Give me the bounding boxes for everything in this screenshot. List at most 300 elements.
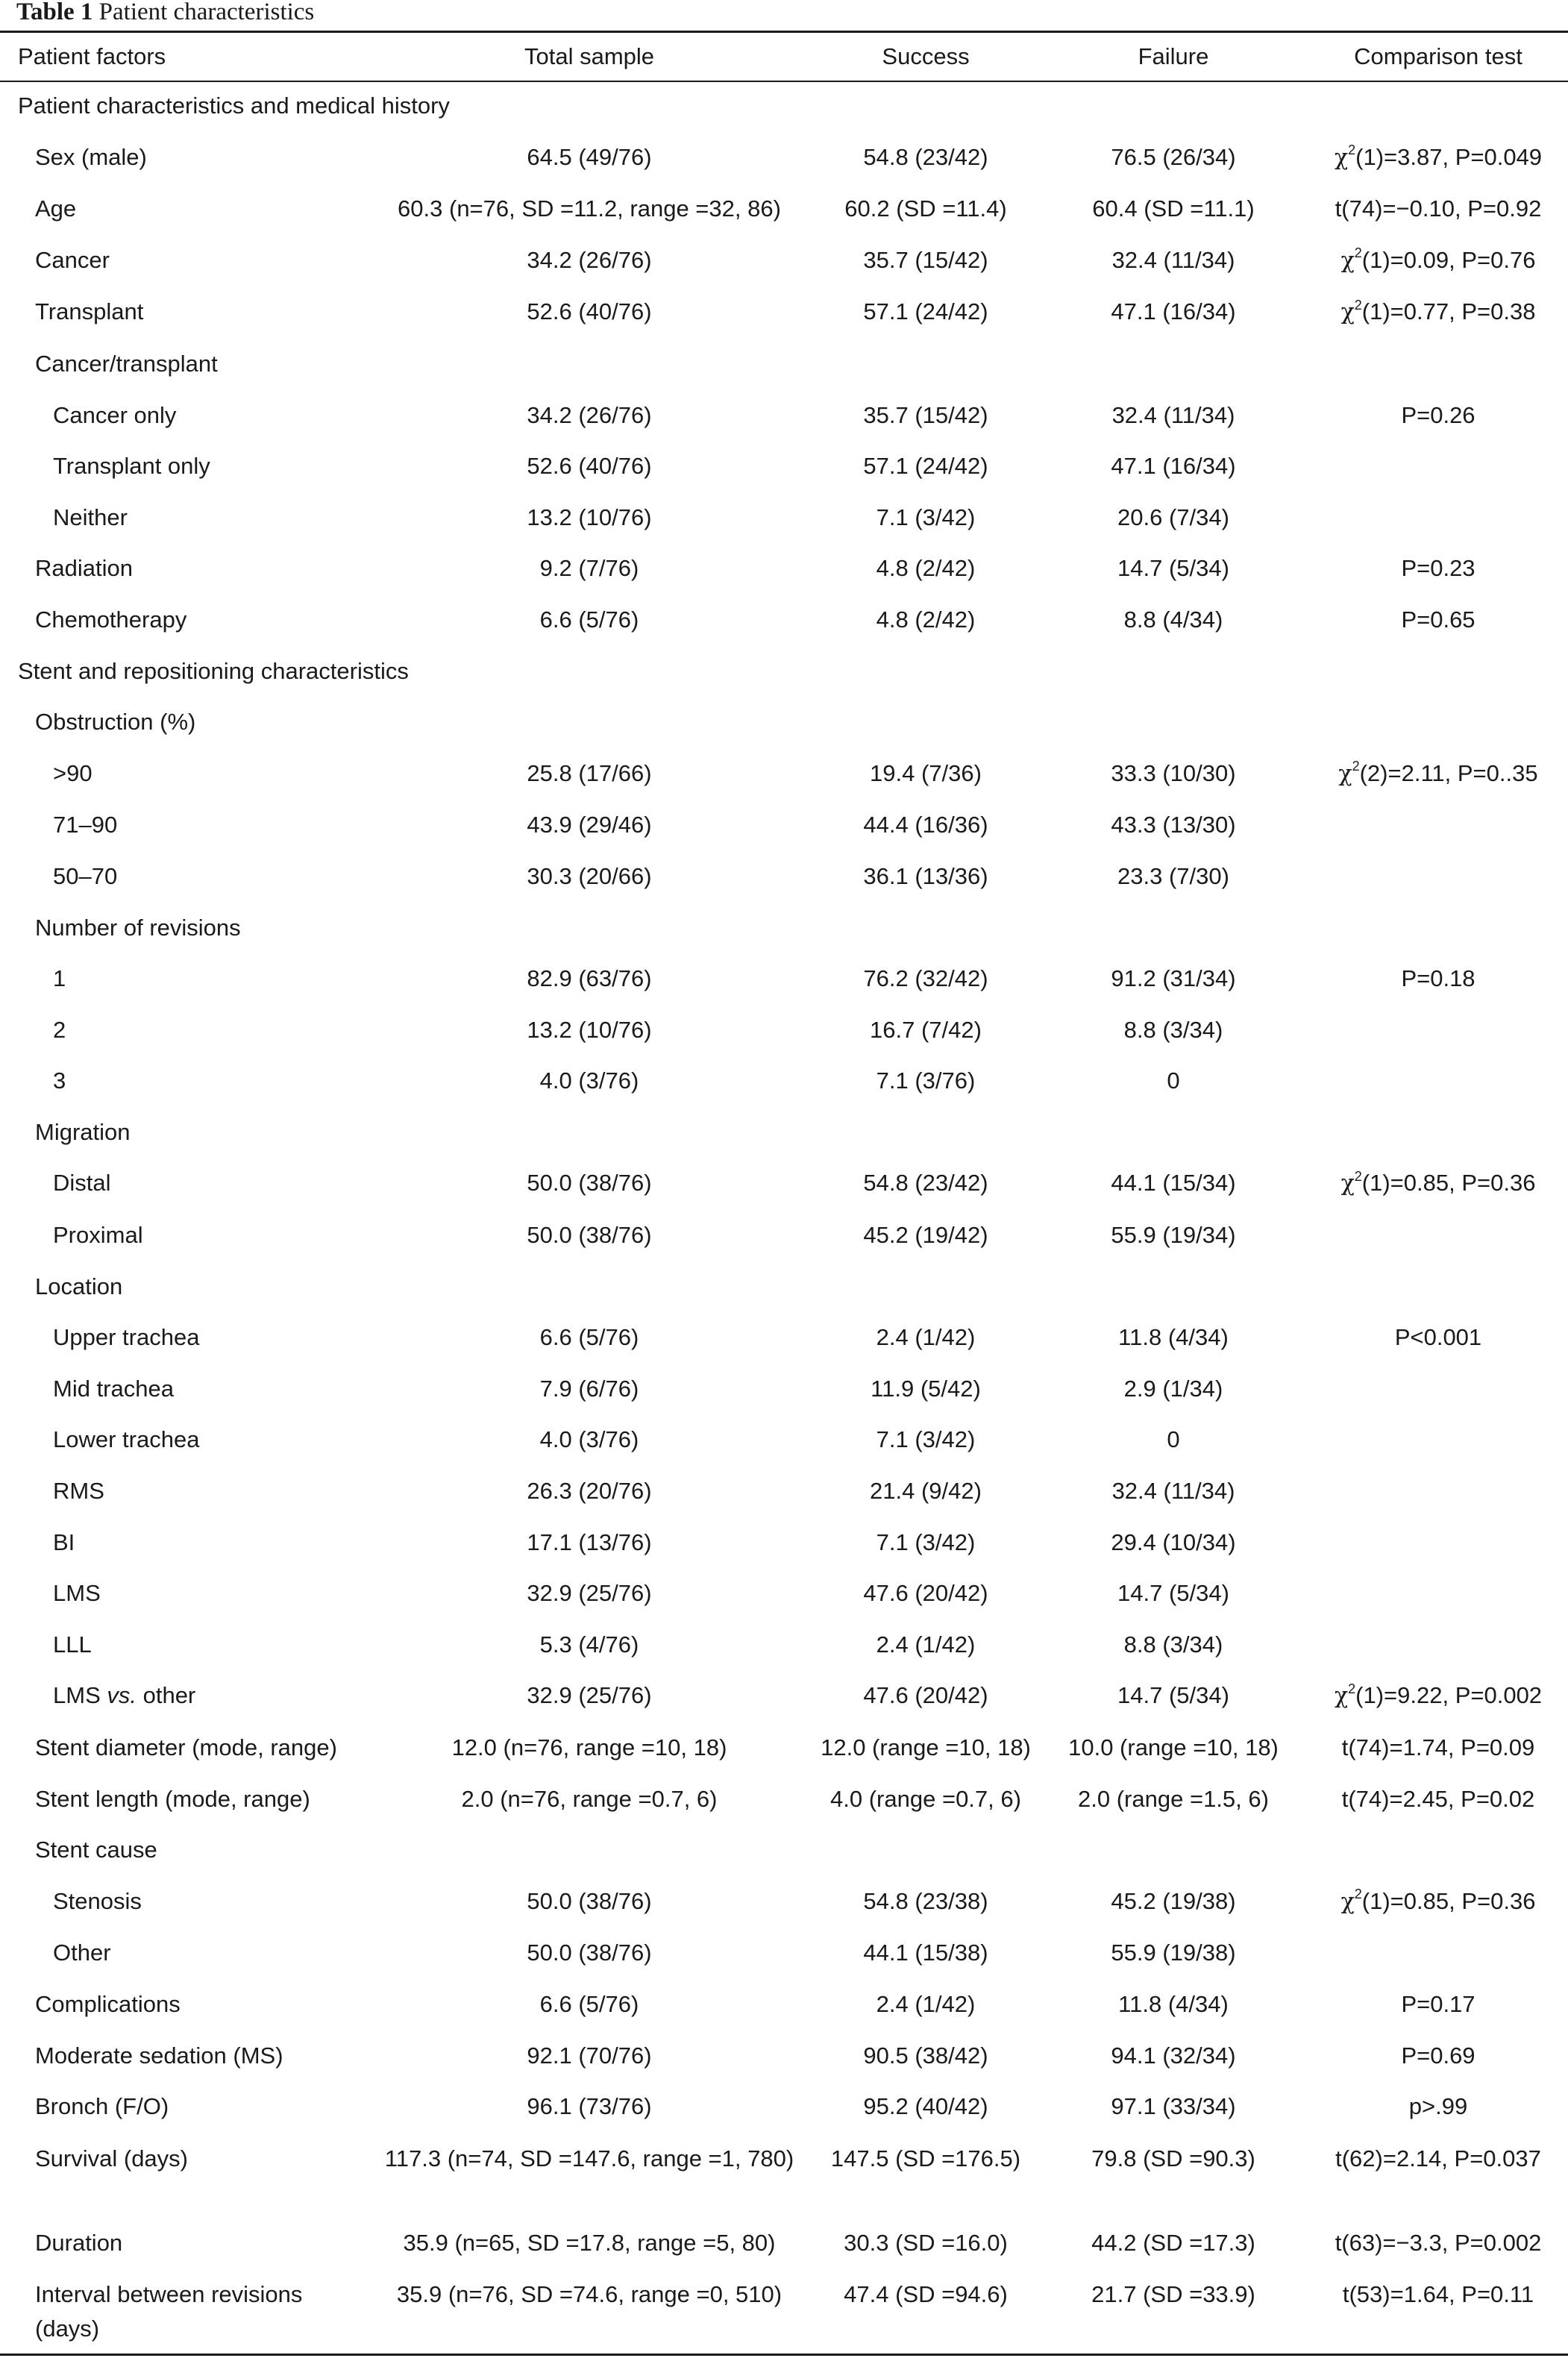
cell-failure: 79.8 (SD =90.3) (1091, 2145, 1255, 2172)
table-row (0, 2268, 1568, 2354)
test-text: (1)=0.09, P=0.76 (1361, 246, 1536, 273)
cell-comparison-test (1308, 1210, 1568, 1261)
factor-label: Complications (35, 1990, 181, 2017)
patient-characteristics-table (0, 33, 1568, 2354)
cell-failure: 29.4 (10/34) (1111, 1528, 1236, 1555)
cell-total-sample (366, 339, 813, 390)
cell-patient-factor (0, 2268, 366, 2354)
factor-label: Bronch (F/O) (35, 2093, 169, 2120)
cell-comparison-test (1308, 184, 1568, 235)
test-text: (1)=0.77, P=0.38 (1361, 298, 1536, 325)
factor-label: Stent cause (35, 1837, 157, 1863)
table-row (0, 1056, 1568, 1107)
test-text: (1)=0.85, P=0.36 (1361, 1170, 1536, 1197)
cell-total-sample: 6.6 (5/76) (539, 606, 639, 633)
cell-failure: 94.1 (32/34) (1111, 2042, 1236, 2069)
cell-failure (1038, 903, 1308, 954)
cell-failure: 32.4 (11/34) (1111, 1478, 1235, 1505)
factor-label: Moderate sedation (MS) (35, 2042, 283, 2069)
cell-failure: 44.1 (15/34) (1111, 1170, 1236, 1197)
test-text: (2)=2.11, P=0..35 (1359, 759, 1538, 786)
table-header (0, 33, 1568, 81)
cell-success: 47.6 (20/42) (863, 1682, 988, 1709)
cell-failure (1038, 697, 1308, 748)
cell-failure: 47.1 (16/34) (1111, 453, 1236, 480)
cell-total-sample (366, 1107, 813, 1158)
factor-label: Radiation (35, 555, 133, 582)
cell-failure: 32.4 (11/34) (1111, 246, 1235, 273)
cell-patient-factor (0, 1158, 366, 1210)
cell-success: 7.1 (3/42) (876, 1528, 976, 1555)
cell-patient-factor (0, 286, 366, 339)
cell-patient-factor (0, 81, 450, 132)
cell-total-sample: 34.2 (26/76) (527, 401, 652, 428)
header-success: Success (882, 43, 970, 69)
cell-patient-factor (0, 2133, 366, 2218)
cell-comparison-test (1308, 235, 1568, 287)
cell-success: 19.4 (7/36) (870, 759, 982, 786)
cell-patient-factor (0, 953, 366, 1005)
header-row (0, 33, 1568, 81)
cell-comparison-test (1308, 1414, 1568, 1466)
cell-failure: 0 (1167, 1067, 1180, 1094)
cell-comparison-test (1308, 492, 1568, 544)
chi-symbol: χ (1340, 299, 1355, 326)
factor-label: Proximal (53, 1222, 143, 1249)
table-row (0, 184, 1568, 235)
cell-comparison-test (1308, 2268, 1568, 2354)
cell-success (813, 903, 1038, 954)
cell-failure: 33.3 (10/30) (1111, 759, 1236, 786)
cell-total-sample (366, 697, 813, 748)
cell-comparison-test (1308, 441, 1568, 492)
cell-patient-factor (0, 748, 366, 800)
cell-patient-factor (0, 1928, 366, 1979)
cell-success: 2.4 (1/42) (876, 1324, 976, 1351)
factor-label: Chemotherapy (35, 606, 187, 633)
test-text: P=0.23 (1401, 555, 1476, 582)
cell-patient-factor (0, 1876, 366, 1928)
factor-label: Stenosis (53, 1887, 142, 1914)
cell-success: 45.2 (19/42) (863, 1222, 988, 1249)
cell-comparison-test (1308, 1364, 1568, 1415)
cell-failure: 8.8 (4/34) (1123, 606, 1223, 633)
test-text: t(74)=−0.10, P=0.92 (1335, 195, 1542, 222)
test-text: P=0.17 (1401, 1990, 1476, 2017)
factor-label: 71–90 (53, 812, 118, 838)
factor-label: LMS (53, 1682, 107, 1709)
factor-label: Duration (35, 2229, 123, 2256)
cell-patient-factor (0, 1414, 366, 1466)
cell-success (813, 339, 1038, 390)
cell-total-sample: 64.5 (49/76) (527, 143, 652, 170)
cell-total-sample: 32.9 (25/76) (527, 1580, 652, 1607)
chi-superscript: 2 (1354, 245, 1362, 261)
header-patient-factors: Patient factors (18, 43, 166, 69)
chi-superscript: 2 (1352, 759, 1360, 774)
factor-label: LLL (53, 1631, 92, 1658)
cell-success: 90.5 (38/42) (863, 2042, 988, 2069)
cell-comparison-test (1308, 1312, 1568, 1364)
cell-comparison-test (1308, 646, 1568, 697)
table-row (0, 1722, 1568, 1774)
table-row (0, 697, 1568, 748)
table-row (0, 1928, 1568, 1979)
cell-comparison-test (1308, 132, 1568, 184)
cell-comparison-test (1308, 1825, 1568, 1876)
cell-total-sample: 35.9 (n=65, SD =17.8, range =5, 80) (403, 2229, 776, 2256)
test-text: P<0.001 (1394, 1324, 1482, 1351)
cell-success (813, 1107, 1038, 1158)
cell-total-sample: 52.6 (40/76) (527, 298, 652, 325)
test-text: t(63)=−3.3, P=0.002 (1335, 2229, 1542, 2256)
table-row (0, 1466, 1568, 1517)
chi-superscript: 2 (1354, 1887, 1362, 1902)
factor-italic: vs. (107, 1682, 137, 1709)
header-failure: Failure (1138, 43, 1209, 69)
test-text: P=0.18 (1401, 965, 1476, 992)
cell-total-sample: 13.2 (10/76) (527, 1016, 652, 1043)
cell-total-sample (366, 646, 813, 697)
table-row (0, 1261, 1568, 1313)
factor-label: Other (53, 1940, 111, 1966)
cell-success: 44.4 (16/36) (863, 812, 988, 838)
cell-patient-factor (0, 1517, 366, 1569)
bottom-rule (0, 2354, 1568, 2356)
cell-comparison-test (1308, 697, 1568, 748)
cell-total-sample: 50.0 (38/76) (527, 1170, 652, 1197)
cell-success: 4.0 (range =0.7, 6) (830, 1785, 1021, 1812)
cell-patient-factor (0, 851, 366, 903)
cell-total-sample: 52.6 (40/76) (527, 453, 652, 480)
cell-success: 57.1 (24/42) (863, 298, 988, 325)
chi-symbol: χ (1338, 760, 1352, 787)
cell-patient-factor (0, 2031, 366, 2082)
cell-total-sample (366, 903, 813, 954)
table-row (0, 1517, 1568, 1569)
cell-comparison-test (1308, 748, 1568, 800)
table-row (0, 1312, 1568, 1364)
table-row (0, 1414, 1568, 1466)
factor-label: Transplant only (53, 453, 210, 480)
test-text: P=0.65 (1401, 606, 1476, 633)
cell-failure: 45.2 (19/38) (1111, 1887, 1236, 1914)
cell-total-sample: 117.3 (n=74, SD =147.6, range =1, 780) (384, 2145, 794, 2172)
factor-label: Stent diameter (mode, range) (35, 1734, 337, 1760)
test-text: P=0.26 (1401, 401, 1476, 428)
cell-comparison-test (1308, 1056, 1568, 1107)
cell-total-sample: 5.3 (4/76) (539, 1631, 639, 1658)
cell-comparison-test (1308, 2031, 1568, 2082)
cell-patient-factor (0, 903, 366, 954)
cell-success: 11.9 (5/42) (871, 1375, 981, 1402)
cell-comparison-test (1308, 1568, 1568, 1619)
cell-success: 60.2 (SD =11.4) (844, 195, 1007, 222)
cell-success: 54.8 (23/42) (863, 143, 988, 170)
cell-comparison-test (1308, 1979, 1568, 2031)
cell-failure: 97.1 (33/34) (1111, 2093, 1236, 2120)
cell-success: 95.2 (40/42) (863, 2093, 988, 2120)
table-row (0, 2031, 1568, 2082)
cell-success: 54.8 (23/42) (863, 1170, 988, 1197)
test-text: P=0.69 (1401, 2042, 1476, 2069)
cell-total-sample: 43.9 (29/46) (527, 812, 652, 838)
cell-total-sample: 9.2 (7/76) (539, 555, 639, 582)
factor-label: Stent and repositioning characteristics (18, 657, 409, 684)
cell-patient-factor (0, 1979, 366, 2031)
cell-success: 2.4 (1/42) (876, 1990, 976, 2017)
cell-success (813, 646, 1038, 697)
cell-success: 36.1 (13/36) (863, 862, 988, 889)
cell-success: 47.6 (20/42) (863, 1580, 988, 1607)
cell-total-sample: 50.0 (38/76) (527, 1940, 652, 1966)
test-text: (1)=0.85, P=0.36 (1361, 1887, 1536, 1914)
table-row (0, 1670, 1568, 1722)
cell-total-sample: 7.9 (6/76) (539, 1375, 639, 1402)
cell-patient-factor (0, 492, 366, 544)
cell-failure: 23.3 (7/30) (1117, 862, 1229, 889)
cell-patient-factor (0, 235, 366, 287)
cell-patient-factor (0, 1312, 366, 1364)
cell-success: 147.5 (SD =176.5) (830, 2145, 1021, 2172)
cell-patient-factor (0, 646, 409, 697)
cell-patient-factor (0, 697, 366, 748)
cell-patient-factor (0, 1670, 366, 1722)
factor-label: 3 (53, 1067, 66, 1094)
table-row (0, 441, 1568, 492)
factor-label: BI (53, 1528, 75, 1555)
table-row (0, 492, 1568, 544)
cell-total-sample: 60.3 (n=76, SD =11.2, range =32, 86) (398, 195, 781, 222)
factor-label: Location (35, 1273, 123, 1299)
table-row (0, 1825, 1568, 1876)
cell-comparison-test (1308, 1466, 1568, 1517)
cell-patient-factor (0, 339, 366, 390)
cell-total-sample: 92.1 (70/76) (527, 2042, 652, 2069)
test-text: (1)=3.87, P=0.049 (1355, 143, 1543, 170)
cell-total-sample: 13.2 (10/76) (527, 504, 652, 530)
cell-success: 7.1 (3/42) (876, 504, 976, 530)
cell-comparison-test (1308, 1670, 1568, 1722)
cell-patient-factor (0, 1568, 366, 1619)
factor-label: 1 (53, 965, 66, 992)
cell-failure (1038, 1261, 1308, 1313)
cell-success: 35.7 (15/42) (863, 401, 988, 428)
factor-label: Upper trachea (53, 1324, 200, 1351)
cell-total-sample: 17.1 (13/76) (527, 1528, 652, 1555)
cell-comparison-test (1308, 1774, 1568, 1825)
cell-success: 30.3 (SD =16.0) (844, 2229, 1008, 2256)
table-body (0, 81, 1568, 2354)
cell-comparison-test (1308, 2218, 1568, 2269)
factor-label: Distal (53, 1170, 111, 1197)
cell-comparison-test (1308, 800, 1568, 851)
cell-comparison-test (1308, 339, 1568, 390)
cell-failure: 76.5 (26/34) (1111, 143, 1236, 170)
chi-symbol: χ (1334, 1683, 1349, 1710)
cell-patient-factor (0, 1364, 366, 1415)
cell-success: 44.1 (15/38) (863, 1940, 988, 1966)
table-row (0, 1876, 1568, 1928)
factor-label: Cancer only (53, 401, 177, 428)
factor-tail: other (136, 1682, 196, 1709)
table-row (0, 2081, 1568, 2133)
cell-patient-factor (0, 1261, 366, 1313)
cell-patient-factor (0, 2081, 366, 2133)
factor-label: 2 (53, 1016, 66, 1043)
cell-patient-factor (0, 800, 366, 851)
table-row (0, 390, 1568, 442)
factor-label: LMS (53, 1580, 101, 1607)
chi-symbol: χ (1334, 144, 1349, 171)
factor-label: Neither (53, 504, 128, 530)
chi-superscript: 2 (1348, 142, 1356, 158)
cell-failure: 21.7 (SD =33.9) (1091, 2281, 1255, 2308)
factor-label: 50–70 (53, 862, 118, 889)
factor-label: Cancer (35, 246, 110, 273)
table-caption-label: Table 1 (16, 0, 93, 25)
table-row (0, 286, 1568, 339)
cell-comparison-test (1308, 1928, 1568, 1979)
factor-label: Lower trachea (53, 1426, 200, 1453)
cell-failure: 8.8 (3/34) (1123, 1016, 1223, 1043)
cell-failure: 44.2 (SD =17.3) (1091, 2229, 1255, 2256)
table-row (0, 81, 1568, 132)
cell-failure: 14.7 (5/34) (1117, 555, 1229, 582)
table-row (0, 235, 1568, 287)
cell-total-sample: 30.3 (20/66) (527, 862, 652, 889)
cell-total-sample: 82.9 (63/76) (527, 965, 652, 992)
table-row (0, 595, 1568, 646)
cell-total-sample: 6.6 (5/76) (539, 1990, 639, 2017)
cell-success (813, 1261, 1038, 1313)
cell-patient-factor (0, 1210, 366, 1261)
cell-total-sample: 2.0 (n=76, range =0.7, 6) (461, 1785, 718, 1812)
factor-label: Cancer/transplant (35, 350, 218, 377)
cell-failure: 60.4 (SD =11.1) (1092, 195, 1255, 222)
cell-total-sample: 35.9 (n=76, SD =74.6, range =0, 510) (396, 2281, 783, 2308)
cell-patient-factor (0, 1619, 366, 1671)
chi-symbol: χ (1340, 247, 1355, 274)
cell-patient-factor (0, 595, 366, 646)
table-row (0, 1979, 1568, 2031)
cell-success: 7.1 (3/76) (876, 1067, 976, 1094)
cell-failure (1038, 1825, 1308, 1876)
table-row (0, 1774, 1568, 1825)
cell-success (813, 1825, 1038, 1876)
table-row (0, 953, 1568, 1005)
cell-comparison-test (1308, 1261, 1568, 1313)
table-row (0, 1364, 1568, 1415)
chi-symbol: χ (1340, 1888, 1355, 1915)
cell-patient-factor (0, 132, 366, 184)
table-row (0, 2218, 1568, 2269)
cell-comparison-test (1308, 953, 1568, 1005)
test-text: p>.99 (1408, 2093, 1468, 2120)
cell-failure: 43.3 (13/30) (1111, 812, 1236, 838)
cell-total-sample: 32.9 (25/76) (527, 1682, 652, 1709)
factor-label: Patient characteristics and medical history (18, 92, 450, 119)
cell-patient-factor (0, 2218, 366, 2269)
cell-success: 35.7 (15/42) (863, 246, 988, 273)
table-row (0, 543, 1568, 595)
cell-success (813, 697, 1038, 748)
cell-success: 4.8 (2/42) (876, 606, 976, 633)
cell-failure: 20.6 (7/34) (1117, 504, 1229, 530)
cell-comparison-test (1308, 595, 1568, 646)
cell-total-sample: 96.1 (73/76) (527, 2093, 652, 2120)
factor-label: Interval between revisions (days) (35, 2281, 303, 2342)
factor-label: Number of revisions (35, 914, 241, 941)
cell-comparison-test (1308, 1619, 1568, 1671)
cell-failure: 10.0 (range =10, 18) (1068, 1734, 1279, 1760)
cell-success: 21.4 (9/42) (870, 1478, 982, 1505)
table-row (0, 2133, 1568, 2218)
cell-success: 7.1 (3/42) (876, 1426, 976, 1453)
cell-comparison-test (1308, 2133, 1568, 2218)
cell-comparison-test (1308, 1158, 1568, 1210)
cell-failure (1038, 1107, 1308, 1158)
cell-patient-factor (0, 441, 366, 492)
cell-total-sample: 25.8 (17/66) (527, 759, 652, 786)
table-row (0, 800, 1568, 851)
cell-comparison-test (1308, 1107, 1568, 1158)
factor-label: Survival (days) (35, 2145, 188, 2172)
cell-patient-factor (0, 390, 366, 442)
chi-superscript: 2 (1354, 1169, 1362, 1185)
cell-patient-factor (0, 1825, 366, 1876)
table-row (0, 1005, 1568, 1056)
cell-patient-factor (0, 1466, 366, 1517)
cell-total-sample: 50.0 (38/76) (527, 1887, 652, 1914)
header-comparison-test: Comparison test (1354, 43, 1522, 69)
factor-label: Mid trachea (53, 1375, 174, 1402)
cell-failure: 91.2 (31/34) (1111, 965, 1236, 992)
cell-success: 12.0 (range =10, 18) (821, 1734, 1031, 1760)
cell-total-sample: 4.0 (3/76) (539, 1426, 639, 1453)
test-text: (1)=9.22, P=0.002 (1355, 1682, 1543, 1709)
cell-comparison-test (1308, 2081, 1568, 2133)
cell-total-sample (366, 1261, 813, 1313)
cell-failure (1038, 339, 1308, 390)
cell-comparison-test (1308, 1517, 1568, 1569)
cell-total-sample: 50.0 (38/76) (527, 1222, 652, 1249)
cell-success: 4.8 (2/42) (876, 555, 976, 582)
cell-success: 47.4 (SD =94.6) (844, 2281, 1008, 2308)
cell-failure: 14.7 (5/34) (1117, 1682, 1229, 1709)
cell-total-sample: 4.0 (3/76) (539, 1067, 639, 1094)
cell-failure: 2.0 (range =1.5, 6) (1078, 1785, 1269, 1812)
cell-comparison-test (1308, 903, 1568, 954)
cell-total-sample: 34.2 (26/76) (527, 246, 652, 273)
cell-failure: 11.8 (4/34) (1118, 1990, 1229, 2017)
table-row (0, 851, 1568, 903)
cell-patient-factor (0, 1722, 366, 1774)
factor-label: Transplant (35, 298, 144, 325)
cell-failure (1038, 81, 1308, 132)
table-row (0, 748, 1568, 800)
header-total-sample: Total sample (524, 43, 655, 69)
cell-failure: 47.1 (16/34) (1111, 298, 1236, 325)
cell-patient-factor (0, 1774, 366, 1825)
cell-total-sample: 26.3 (20/76) (527, 1478, 652, 1505)
cell-comparison-test (1308, 1722, 1568, 1774)
chi-superscript: 2 (1354, 298, 1362, 313)
test-text: t(74)=2.45, P=0.02 (1341, 1785, 1535, 1812)
cell-success: 2.4 (1/42) (876, 1631, 976, 1658)
table-row (0, 339, 1568, 390)
cell-comparison-test (1308, 851, 1568, 903)
